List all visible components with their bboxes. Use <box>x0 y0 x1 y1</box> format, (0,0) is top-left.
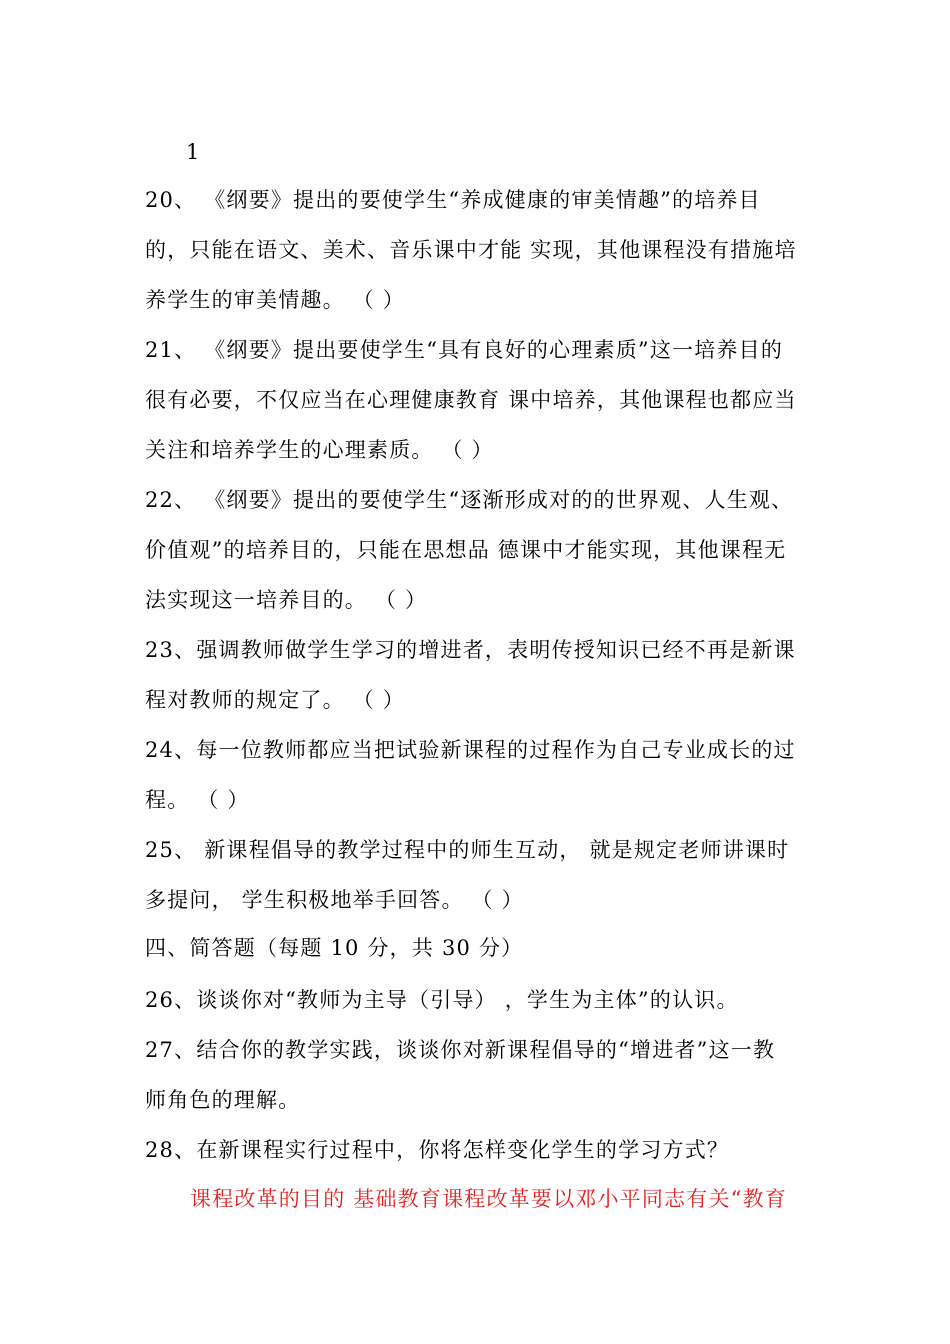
text-line: 28、在新课程实行过程中，你将怎样变化学生的学习方式？ <box>145 1138 730 1162</box>
text-line: 程对教师的规定了。 （ ） <box>145 688 405 712</box>
text-line: 师角色的理解。 <box>145 1088 301 1112</box>
text-line: 26、谈谈你对“教师为主导（引导） ，学生为主体”的认识。 <box>145 988 739 1012</box>
text-line: 27、结合你的教学实践，谈谈你对新课程倡导的“增进者”这一教 <box>145 1038 776 1062</box>
text-line: 25、 新课程倡导的教学过程中的师生互动， 就是规定老师讲课时 <box>145 838 790 862</box>
text-line: 22、 《纲要》提出的要使学生“逐渐形成对的的世界观、人生观、 <box>145 488 794 512</box>
section-heading: 四、简答题（每题 10 分，共 30 分） <box>145 936 524 960</box>
highlighted-note: 课程改革的目的 基础教育课程改革要以邓小平同志有关“教育 <box>190 1187 788 1211</box>
text-line: 价值观”的培养目的，只能在思想品 德课中才能实现，其他课程无 <box>145 538 787 562</box>
text-line: 多提问， 学生积极地举手回答。 （ ） <box>145 888 524 912</box>
text-line: 养学生的审美情趣。 （ ） <box>145 288 405 312</box>
text-line: 很有必要，不仅应当在心理健康教育 课中培养，其他课程也都应当 <box>145 388 797 412</box>
text-line: 24、每一位教师都应当把试验新课程的过程作为自己专业成长的过 <box>145 738 796 762</box>
text-line: 关注和培养学生的心理素质。 （ ） <box>145 438 494 462</box>
text-line: 程。 （ ） <box>145 788 250 812</box>
page-number: 1 <box>186 140 200 164</box>
text-line: 20、 《纲要》提出的要使学生“养成健康的审美情趣”的培养目 <box>145 188 761 212</box>
text-line: 21、 《纲要》提出要使学生“具有良好的心理素质”这一培养目的 <box>145 338 784 362</box>
text-line: 法实现这一培养目的。 （ ） <box>145 588 428 612</box>
text-line: 的，只能在语文、美术、音乐课中才能 实现，其他课程没有措施培 <box>145 238 797 262</box>
text-line: 23、强调教师做学生学习的增进者，表明传授知识已经不再是新课 <box>145 638 796 662</box>
